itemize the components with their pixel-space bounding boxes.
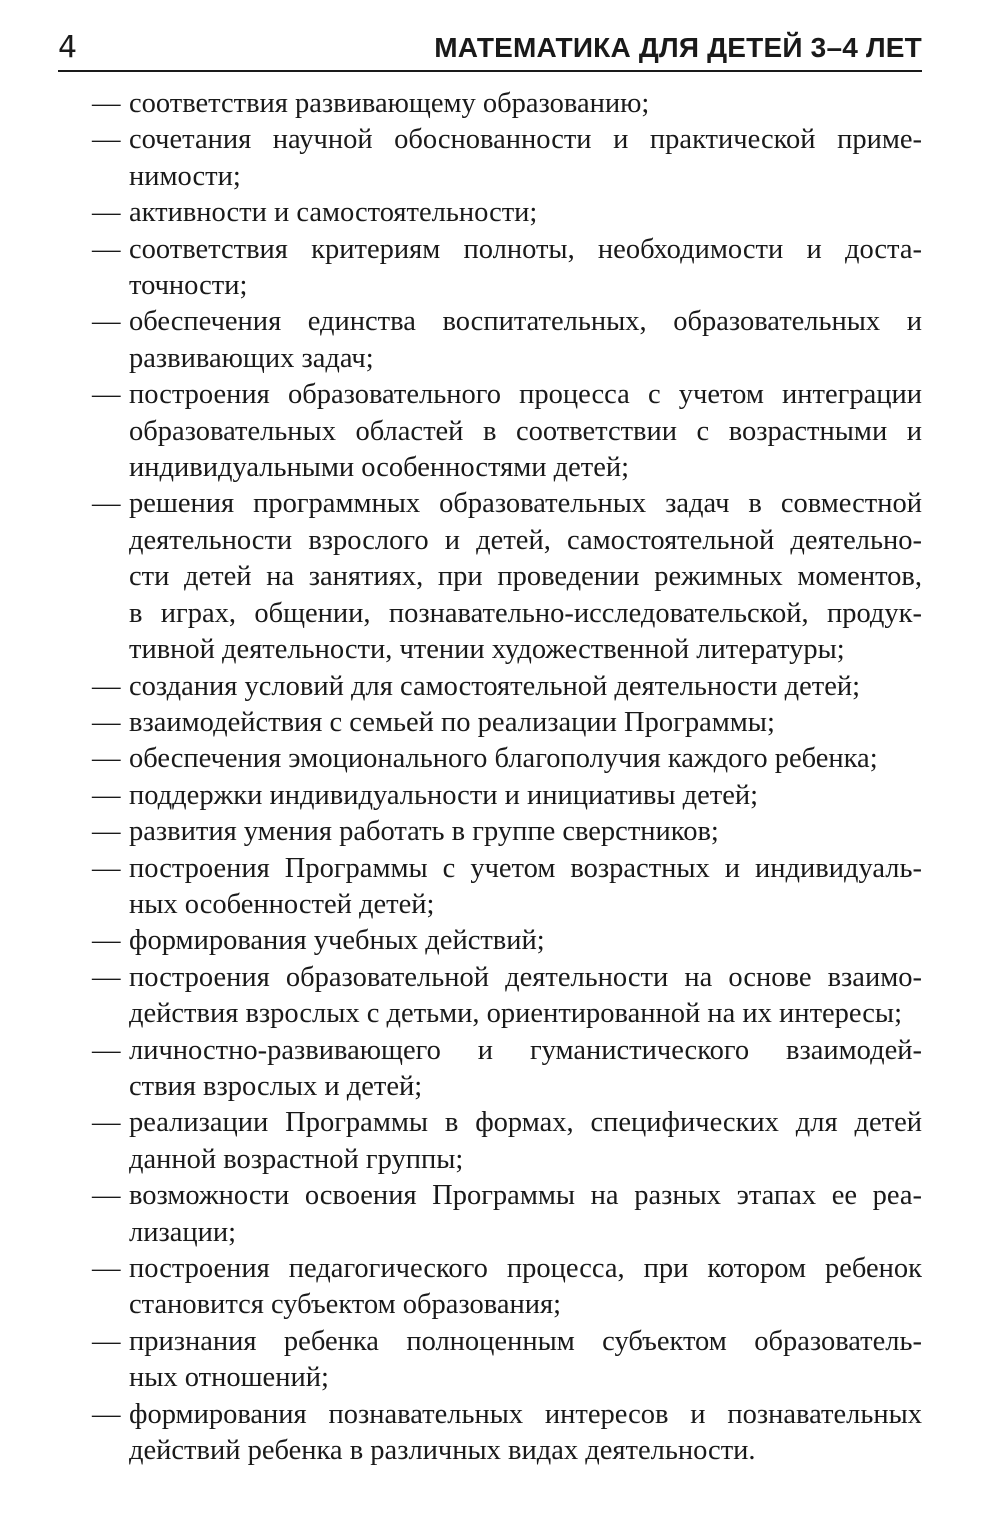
list-item-line: ствия взрослых и детей; bbox=[129, 1070, 423, 1102]
list-item-line: обеспечения единства воспитательных, образовательных и bbox=[129, 306, 922, 338]
list-dash: — bbox=[92, 852, 121, 884]
list-item bbox=[92, 122, 922, 195]
list-item-line: точности; bbox=[129, 270, 248, 302]
list-item-line: сти детей на занятиях, при проведении режимных моментов, bbox=[129, 561, 922, 593]
list-dash: — bbox=[92, 779, 121, 811]
list-dash: — bbox=[92, 124, 121, 156]
list-item-line: решения программных образовательных задач в совместной bbox=[129, 488, 922, 520]
list-item bbox=[92, 232, 922, 305]
list-item-line: построения образовательного процесса с учетом интеграции bbox=[129, 379, 922, 411]
bullet-list bbox=[92, 86, 922, 1469]
list-item-line: соответствия развивающему образованию; bbox=[129, 88, 650, 119]
list-item-line: тивной деятельности, чтении художественной литературы; bbox=[129, 634, 845, 666]
list-item bbox=[92, 741, 922, 777]
list-dash: — bbox=[92, 1180, 121, 1212]
list-item bbox=[92, 778, 922, 814]
list-item bbox=[92, 669, 922, 705]
list-item bbox=[92, 814, 922, 850]
list-dash: — bbox=[92, 1325, 121, 1357]
list-item-line: формирования познавательных интересов и познавательных bbox=[129, 1398, 922, 1430]
list-item bbox=[92, 705, 922, 741]
list-item-line: взаимодействия с семьей по реализации Программы; bbox=[129, 706, 775, 738]
list-item bbox=[92, 851, 922, 924]
list-dash: — bbox=[92, 233, 121, 265]
list-item bbox=[92, 923, 922, 959]
list-item-line: нимости; bbox=[129, 160, 241, 192]
list-item-line: действий ребенка в различных видах деятельности. bbox=[129, 1435, 756, 1467]
list-item-line: обеспечения эмоционального благополучия каждого ребенка; bbox=[129, 743, 878, 775]
list-item-line: построения педагогического процесса, при котором ребенок bbox=[129, 1253, 922, 1284]
list-item-line: ных отношений; bbox=[129, 1362, 329, 1394]
list-dash: — bbox=[92, 1398, 121, 1430]
list-item bbox=[92, 1105, 922, 1178]
list-dash: — bbox=[92, 925, 121, 957]
list-dash: — bbox=[92, 1034, 121, 1066]
list-item-line: реализации Программы в формах, специфических для детей bbox=[129, 1107, 922, 1139]
list-item bbox=[92, 960, 922, 1033]
list-item-line: становится субъектом образования; bbox=[129, 1289, 561, 1321]
list-item-line: данной возрастной группы; bbox=[129, 1143, 464, 1175]
list-item-line: возможности освоения Программы на разных этапах ее реа- bbox=[129, 1180, 922, 1212]
list-item-line: лизации; bbox=[129, 1216, 237, 1248]
list-item-line: соответствия критериям полноты, необходимости и доста- bbox=[129, 233, 922, 265]
list-item bbox=[92, 1324, 922, 1397]
list-dash: — bbox=[92, 1253, 121, 1284]
page-header bbox=[58, 30, 922, 72]
list-item-line: активности и самостоятельности; bbox=[129, 197, 538, 229]
list-item-line: деятельности взрослого и детей, самостоятельной деятельно- bbox=[129, 524, 922, 556]
list-dash: — bbox=[92, 1107, 121, 1139]
list-dash: — bbox=[92, 306, 121, 338]
list-item-line: признания ребенка полноценным субъектом образователь- bbox=[129, 1325, 922, 1357]
list-item-line: создания условий для самостоятельной деятельности детей; bbox=[129, 670, 861, 702]
list-item bbox=[92, 1178, 922, 1251]
list-item bbox=[92, 304, 922, 377]
list-item-line: построения Программы с учетом возрастных и индивидуаль- bbox=[129, 852, 922, 884]
list-item-line: образовательных областей в соответствии с возрастными и bbox=[129, 415, 922, 447]
list-dash: — bbox=[92, 961, 121, 993]
list-item-line: поддержки индивидуальности и инициативы детей; bbox=[129, 779, 759, 811]
list-dash: — bbox=[92, 379, 121, 411]
list-item bbox=[92, 1397, 922, 1470]
list-dash: — bbox=[92, 197, 121, 229]
list-dash: — bbox=[92, 88, 121, 119]
list-item-line: личностно-развивающего и гуманистического взаимодей- bbox=[129, 1034, 922, 1066]
list-dash: — bbox=[92, 670, 121, 702]
list-item bbox=[92, 486, 922, 668]
list-dash: — bbox=[92, 816, 121, 848]
list-dash: — bbox=[92, 488, 121, 520]
list-item-line: индивидуальными особенностями детей; bbox=[129, 452, 630, 484]
page-number: 4 bbox=[58, 30, 78, 65]
running-title: МАТЕМАТИКА ДЛЯ ДЕТЕЙ 3–4 ЛЕТ bbox=[434, 32, 922, 63]
list-item-line: построения образовательной деятельности на основе взаимо- bbox=[129, 961, 922, 993]
list-item bbox=[92, 86, 922, 122]
list-item bbox=[92, 377, 922, 486]
list-item bbox=[92, 1033, 922, 1106]
list-dash: — bbox=[92, 743, 121, 775]
list-dash: — bbox=[92, 706, 121, 738]
list-item-line: формирования учебных действий; bbox=[129, 925, 545, 957]
list-item-line: ных особенностей детей; bbox=[129, 888, 435, 920]
list-item-line: развития умения работать в группе сверстников; bbox=[129, 816, 719, 848]
list-item-line: в играх, общении, познавательно-исследовательской, продук- bbox=[129, 597, 922, 629]
list-item bbox=[92, 195, 922, 231]
list-item-line: развивающих задач; bbox=[129, 342, 374, 374]
list-item bbox=[92, 1251, 922, 1324]
list-item-line: действия взрослых с детьми, ориентированной на их интересы; bbox=[129, 998, 902, 1030]
list-item-line: сочетания научной обоснованности и практической приме- bbox=[129, 124, 922, 156]
